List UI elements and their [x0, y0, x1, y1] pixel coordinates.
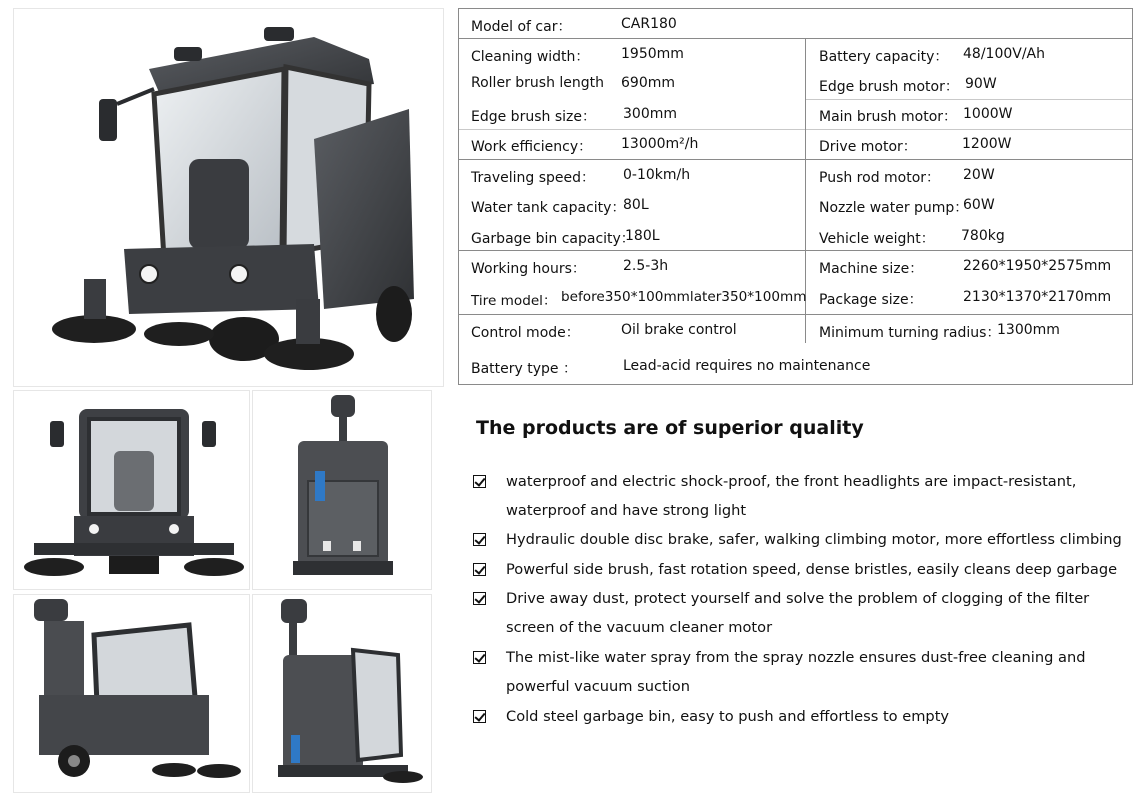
spec-label-edge-brush-size: Edge brush size： — [471, 109, 596, 125]
spec-value-work-efficiency: 13000m²/h — [621, 136, 699, 152]
feature-item — [506, 525, 1122, 554]
spec-label-vehicle-weight: Vehicle weight： — [819, 231, 935, 247]
table-divider — [459, 129, 805, 130]
feature-item — [506, 555, 1117, 584]
checkbox-checked-icon — [473, 710, 486, 723]
checkbox-checked-icon — [473, 533, 486, 546]
spec-label-water-tank: Water tank capacity： — [471, 200, 626, 216]
spec-label-battery-type: Battery type ： — [471, 361, 577, 377]
spec-label-model: Model of car： — [471, 19, 572, 35]
spec-label-drive-motor: Drive motor： — [819, 139, 917, 155]
checkbox-checked-icon — [473, 563, 486, 576]
feature-text: Powerful side brush, fast rotation speed, dense bristles, easily cleans deep garbage — [506, 561, 1118, 578]
spec-value-main-brush-motor: 1000W — [963, 106, 1013, 122]
sweeper-three-quarter-view — [14, 9, 443, 386]
spec-label-push-rod-motor: Push rod motor： — [819, 170, 941, 186]
feature-item — [506, 643, 1085, 701]
feature-text: waterproof and have strong light — [506, 502, 747, 519]
spec-value-machine-size: 2260*1950*2575mm — [963, 258, 1112, 274]
sweeper-rear-three-quarter-photo — [252, 594, 432, 793]
feature-item — [506, 702, 949, 731]
spec-value-cleaning-width: 1950mm — [621, 46, 684, 62]
spec-label-nozzle-pump: Nozzle water pump： — [819, 200, 969, 216]
sweeper-rear-photo — [252, 390, 432, 590]
spec-value-battery-capacity: 48/100V/Ah — [963, 46, 1045, 62]
quality-heading: The products are of superior quality — [476, 417, 864, 439]
feature-text: Hydraulic double disc brake, safer, walking climbing motor, more effortless climbing — [506, 531, 1122, 548]
spec-label-tire-model: Tire model： — [471, 293, 557, 309]
spec-value-drive-motor: 1200W — [962, 136, 1012, 152]
spec-value-turning-radius: 1300mm — [997, 322, 1060, 338]
checkbox-checked-icon — [473, 592, 486, 605]
spec-value-model: CAR180 — [621, 16, 677, 32]
sweeper-side-photo — [13, 594, 250, 793]
feature-item — [506, 467, 1076, 525]
table-divider — [459, 250, 1132, 251]
spec-label-battery-capacity: Battery capacity： — [819, 49, 949, 65]
spec-value-edge-brush-size: 300mm — [623, 106, 677, 122]
spec-value-vehicle-weight: 780kg — [961, 228, 1005, 244]
spec-value-battery-type: Lead-acid requires no maintenance — [623, 358, 871, 374]
spec-value-push-rod-motor: 20W — [963, 167, 995, 183]
feature-text: screen of the vacuum cleaner motor — [506, 619, 773, 636]
spec-value-working-hours: 2.5-3h — [623, 258, 669, 274]
spec-value-control-mode: Oil brake control — [621, 322, 737, 338]
spec-label-traveling-speed: Traveling speed： — [471, 170, 596, 186]
spec-table — [458, 8, 1133, 385]
table-divider — [459, 159, 1132, 160]
feature-item — [506, 584, 1089, 642]
checkbox-checked-icon — [473, 475, 486, 488]
table-divider — [459, 38, 1132, 39]
spec-value-garbage-bin: 180L — [625, 228, 660, 244]
spec-value-tire-model: before350*100mmlater350*100mm — [561, 289, 807, 305]
spec-label-garbage-bin: Garbage bin capacity： — [471, 231, 635, 247]
spec-label-work-efficiency: Work efficiency： — [471, 139, 593, 155]
feature-text: powerful vacuum suction — [506, 678, 690, 695]
feature-text: The mist-like water spray from the spray nozzle ensures dust-free cleaning and — [506, 649, 1086, 666]
feature-text: Drive away dust, protect yourself and solve the problem of clogging of the filter — [506, 590, 1090, 607]
table-divider — [805, 129, 1132, 130]
spec-label-cleaning-width: Cleaning width： — [471, 49, 590, 65]
sweeper-rear-three-quarter-view — [253, 595, 431, 792]
spec-value-traveling-speed: 0-10km/h — [623, 167, 691, 183]
feature-text: Cold steel garbage bin, easy to push and effortless to empty — [506, 708, 950, 725]
feature-text: waterproof and electric shock-proof, the front headlights are impact-resistant, — [506, 473, 1077, 490]
sweeper-front-view — [14, 391, 249, 589]
spec-label-working-hours: Working hours： — [471, 261, 586, 277]
checkbox-checked-icon — [473, 651, 486, 664]
spec-label-main-brush-motor: Main brush motor： — [819, 109, 958, 125]
spec-label-machine-size: Machine size： — [819, 261, 924, 277]
spec-label-package-size: Package size： — [819, 292, 923, 308]
spec-label-control-mode: Control mode： — [471, 325, 580, 341]
table-divider — [805, 99, 1132, 100]
spec-label-turning-radius: Minimum turning radius： — [819, 325, 1001, 341]
spec-value-package-size: 2130*1370*2170mm — [963, 289, 1112, 305]
sweeper-main-photo — [13, 8, 444, 387]
sweeper-front-photo — [13, 390, 250, 590]
sweeper-rear-view — [253, 391, 431, 589]
spec-value-nozzle-pump: 60W — [963, 197, 995, 213]
sweeper-side-view — [14, 595, 249, 792]
spec-label-edge-brush-motor: Edge brush motor： — [819, 79, 959, 95]
spec-value-roller-brush: 690mm — [621, 75, 675, 91]
table-divider — [459, 314, 1132, 315]
spec-label-roller-brush: Roller brush length — [471, 75, 605, 91]
spec-value-water-tank: 80L — [623, 197, 649, 213]
spec-value-edge-brush-motor: 90W — [965, 76, 997, 92]
